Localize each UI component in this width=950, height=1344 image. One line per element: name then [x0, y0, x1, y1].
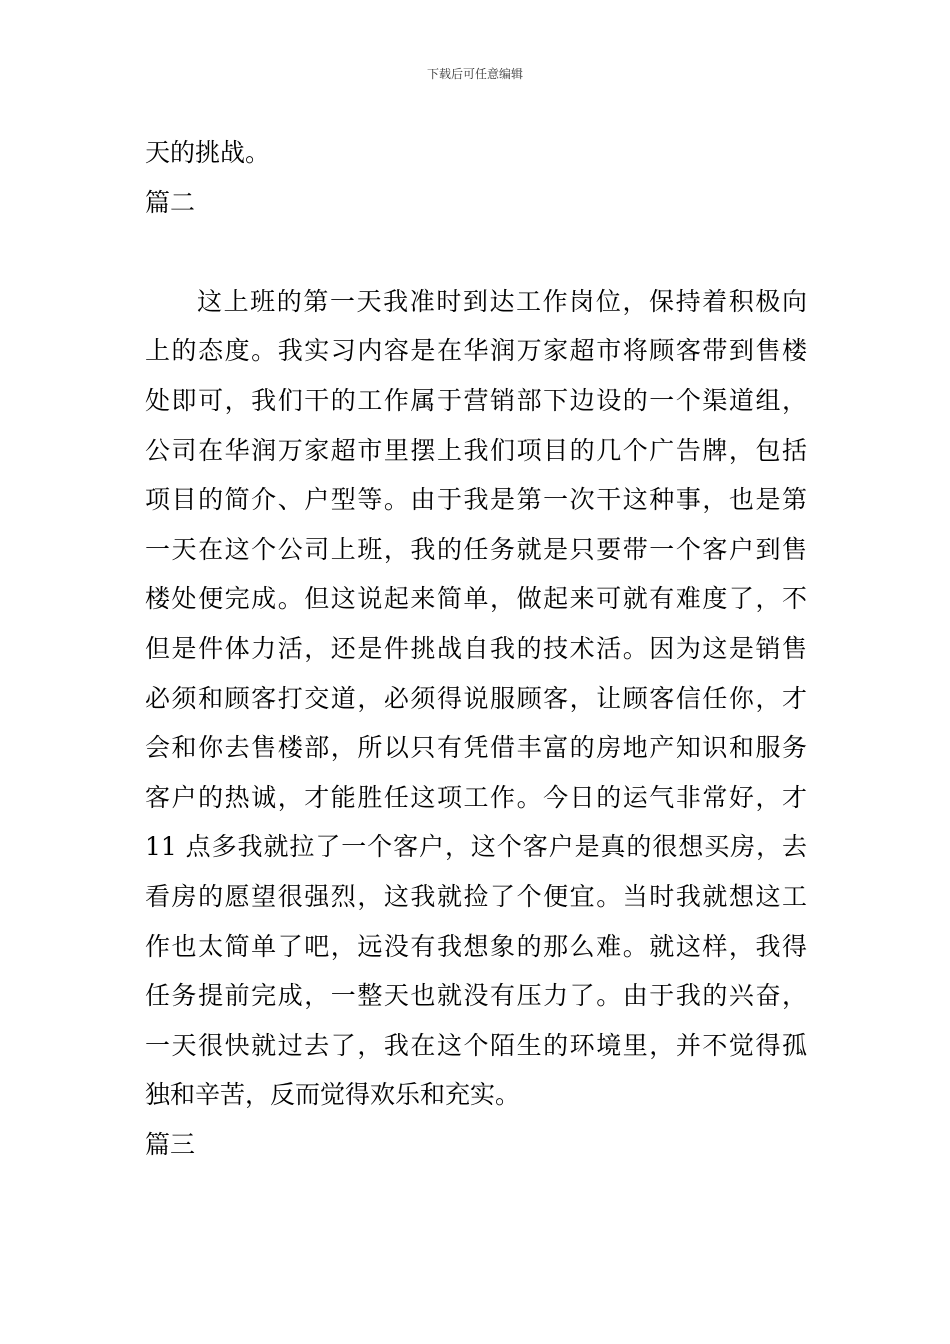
- text-line: 作也太简单了吧，远没有我想象的那么难。就这样，我得: [145, 931, 807, 961]
- header-note: 下载后可任意编辑: [426, 67, 523, 81]
- text-line: 天的挑战。: [145, 138, 271, 167]
- paragraph-last-line: 独和辛苦，反而觉得欢乐和充实。: [145, 1080, 521, 1110]
- text-line: 处即可，我们干的工作属于营销部下边设的一个渠道组，: [145, 385, 807, 415]
- text-line: 项目的简介、户型等。由于我是第一次干这种事，也是第: [145, 485, 807, 515]
- text-line: 上的态度。我实习内容是在华润万家超市将顾客带到售楼: [145, 336, 807, 366]
- section-heading-3: 篇三: [145, 1129, 196, 1159]
- text-line: 会和你去售楼部，所以只有凭借丰富的房地产知识和服务: [145, 733, 807, 763]
- text-line: 必须和顾客打交道，必须得说服顾客，让顾客信任你，才: [145, 683, 807, 713]
- text-line: 公司在华润万家超市里摆上我们项目的几个广告牌，包括: [145, 435, 807, 465]
- text-line: 任务提前完成，一整天也就没有压力了。由于我的兴奋，: [145, 981, 807, 1011]
- text-line: 客户的热诚，才能胜任这项工作。今日的运气非常好，才: [145, 782, 807, 812]
- blank-line: [145, 227, 807, 277]
- text-line: 一天很快就过去了，我在这个陌生的环境里，并不觉得孤: [145, 1030, 807, 1060]
- text-line: 一天在这个公司上班，我的任务就是只要带一个客户到售: [145, 534, 807, 564]
- section-heading-2: 篇二: [145, 187, 196, 217]
- text-line: 楼处便完成。但这说起来简单，做起来可就有难度了，不: [145, 584, 807, 614]
- text-line: 但是件体力活，还是件挑战自我的技术活。因为这是销售: [145, 633, 807, 663]
- paragraph-first-line: 这上班的第一天我准时到达工作岗位，保持着积极向: [197, 286, 807, 316]
- text-line: 看房的愿望很强烈，这我就捡了个便宜。当时我就想这工: [145, 881, 807, 911]
- document-body: [145, 128, 807, 1169]
- text-line: 11 点多我就拉了一个客户，这个客户是真的很想买房，去: [145, 832, 807, 862]
